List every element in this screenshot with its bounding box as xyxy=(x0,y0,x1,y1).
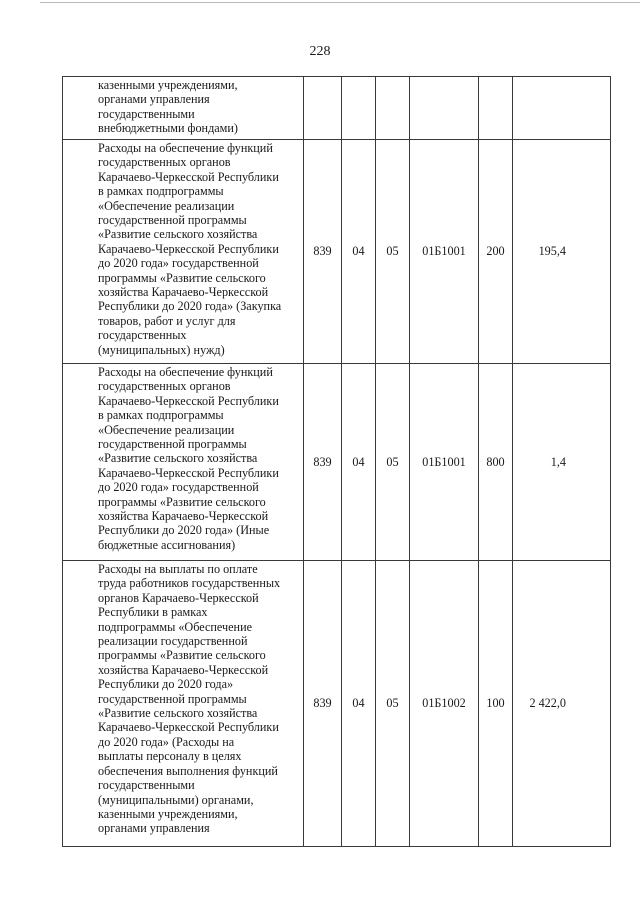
table-row xyxy=(63,77,611,140)
expense-type-cell: 800 xyxy=(479,364,513,561)
expense-type-cell xyxy=(479,77,513,140)
description-line: Карачаево-Черкесской Республики xyxy=(98,720,279,735)
description-line: Республики до 2020 года» xyxy=(98,677,234,692)
ministry-cell: 839 xyxy=(304,561,342,847)
description-line: внебюджетными фондами) xyxy=(98,121,238,136)
description-line: до 2020 года» государственной xyxy=(98,256,259,271)
subsection-cell xyxy=(376,77,410,140)
description-line: Карачаево-Черкесской Республики xyxy=(98,169,279,184)
description-line: выплаты персоналу в целях xyxy=(98,749,242,764)
description-line: Расходы на обеспечение функций xyxy=(98,141,273,155)
description-line: «Развитие сельского хозяйства xyxy=(98,227,258,242)
description-line: Карачаево-Черкесской Республики xyxy=(98,465,279,480)
section-cell: 04 xyxy=(342,140,376,364)
target-article-cell: 01Б1001 xyxy=(410,140,479,364)
description-line: реализации государственной xyxy=(98,634,248,649)
description-line: органами управления xyxy=(98,821,210,836)
description-line: программы «Развитие сельского xyxy=(98,270,266,285)
description-cell xyxy=(63,77,304,140)
description-line: государственной программы xyxy=(98,213,247,228)
description-line: государственных xyxy=(98,328,187,343)
description-line: органов Карачаево-Черкесской xyxy=(98,590,259,605)
description-cell xyxy=(63,140,304,364)
description-line: государственной программы xyxy=(98,691,247,706)
table-row xyxy=(63,140,611,364)
description-line: Карачаево-Черкесской Республики xyxy=(98,241,279,256)
ministry-cell: 839 xyxy=(304,364,342,561)
description-line: государственными xyxy=(98,778,195,793)
description-line: «Обеспечение реализации xyxy=(98,422,235,437)
description-line: Республики до 2020 года» (Иные xyxy=(98,523,270,538)
description-line: хозяйства Карачаево-Черкесской xyxy=(98,509,269,524)
table-row xyxy=(63,364,611,561)
description-line: казенными учреждениями, xyxy=(98,806,238,821)
description-line: обеспечения выполнения функций xyxy=(98,763,278,778)
description-line: Расходы на выплаты по оплате xyxy=(98,562,258,576)
section-cell: 04 xyxy=(342,561,376,847)
target-article-cell xyxy=(410,77,479,140)
table-row xyxy=(63,561,611,847)
description-line: Карачаево-Черкесской Республики xyxy=(98,393,279,408)
scan-top-edge xyxy=(40,2,640,3)
description-line: «Развитие сельского хозяйства xyxy=(98,706,258,721)
section-cell xyxy=(342,77,376,140)
description-line: органами управления xyxy=(98,92,210,107)
description-line: казенными учреждениями, xyxy=(98,78,238,92)
description-line: государственными xyxy=(98,106,195,121)
table-body xyxy=(63,77,611,847)
subsection-cell: 05 xyxy=(376,364,410,561)
budget-table xyxy=(62,76,611,847)
ministry-cell xyxy=(304,77,342,140)
target-article-cell: 01Б1002 xyxy=(410,561,479,847)
description-line: «Развитие сельского хозяйства xyxy=(98,451,258,466)
description-line: (муниципальными) органами, xyxy=(98,792,254,807)
description-line: государственной программы xyxy=(98,437,247,452)
description-line: программы «Развитие сельского xyxy=(98,494,266,509)
description-line: бюджетные ассигнования) xyxy=(98,537,236,552)
expense-type-cell: 100 xyxy=(479,561,513,847)
description-line: (муниципальных) нужд) xyxy=(98,342,225,357)
description-line: хозяйства Карачаево-Черкесской xyxy=(98,662,269,677)
description-line: до 2020 года» (Расходы на xyxy=(98,734,235,749)
description-line: подпрограммы «Обеспечение xyxy=(98,619,253,634)
amount-cell xyxy=(513,77,611,140)
description-line: государственных органов xyxy=(98,155,231,170)
description-line: хозяйства Карачаево-Черкесской xyxy=(98,285,269,300)
page-number: 228 xyxy=(309,44,331,59)
amount-cell: 1,4 xyxy=(513,364,611,561)
description-line: товаров, работ и услуг для xyxy=(98,313,236,328)
description-line: государственных органов xyxy=(98,379,231,394)
subsection-cell: 05 xyxy=(376,140,410,364)
expense-type-cell: 200 xyxy=(479,140,513,364)
description-cell xyxy=(63,364,304,561)
description-line: «Обеспечение реализации xyxy=(98,198,235,213)
description-line: программы «Развитие сельского xyxy=(98,648,266,663)
section-cell: 04 xyxy=(342,364,376,561)
ministry-cell: 839 xyxy=(304,140,342,364)
amount-cell: 195,4 xyxy=(513,140,611,364)
subsection-cell: 05 xyxy=(376,561,410,847)
target-article-cell: 01Б1001 xyxy=(410,364,479,561)
description-line: в рамках подпрограммы xyxy=(98,408,224,423)
description-line: Республики в рамках xyxy=(98,605,208,620)
description-line: труда работников государственных xyxy=(98,576,281,591)
description-line: в рамках подпрограммы xyxy=(98,184,224,199)
description-cell xyxy=(63,561,304,847)
description-line: Республики до 2020 года» (Закупка xyxy=(98,299,282,314)
description-line: до 2020 года» государственной xyxy=(98,480,259,495)
description-line: Расходы на обеспечение функций xyxy=(98,365,273,379)
amount-cell: 2 422,0 xyxy=(513,561,611,847)
